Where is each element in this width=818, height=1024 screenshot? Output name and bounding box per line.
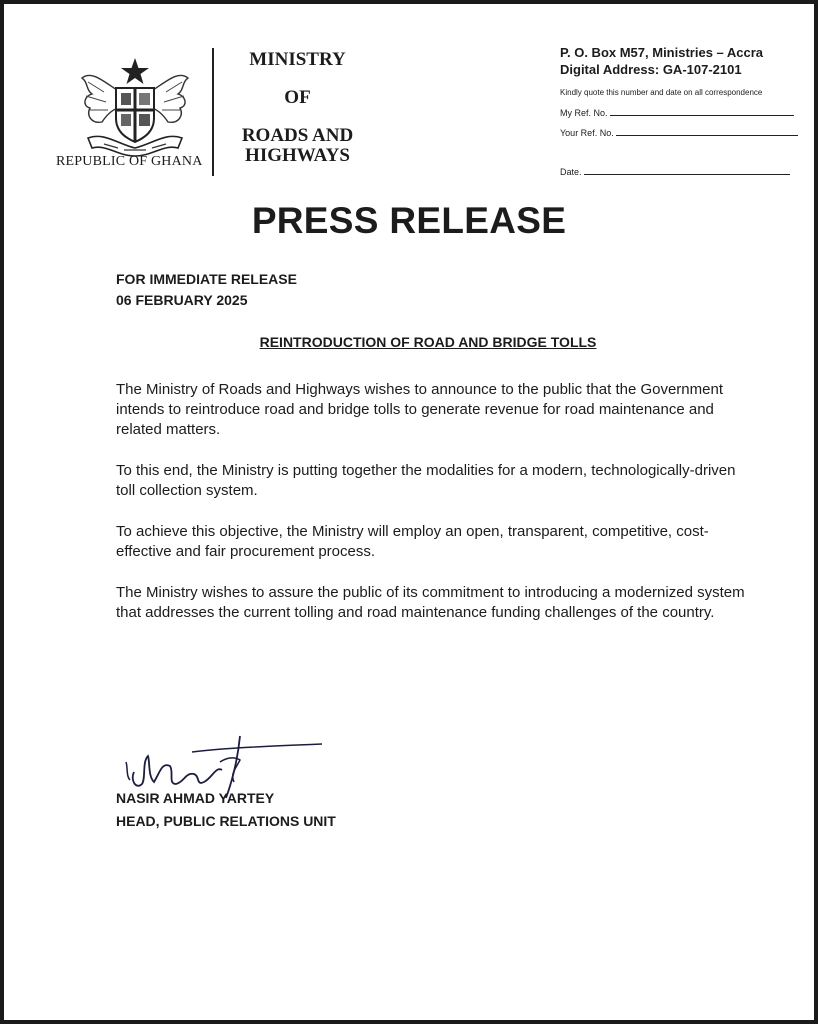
reference-note: Kindly quote this number and date on all correspondence xyxy=(560,88,763,97)
body-paragraph: To this end, the Ministry is putting together the modalities for a modern, technologically-driven toll collection system. xyxy=(116,462,736,499)
coat-of-arms-icon xyxy=(74,52,196,160)
your-ref-line xyxy=(616,134,798,136)
date-line xyxy=(584,173,790,175)
signatory-name: NASIR AHMAD YARTEY xyxy=(116,790,275,806)
body-paragraph: To achieve this objective, the Ministry will employ an open, transparent, competitive, cost-effective and fair procurement process. xyxy=(116,523,709,560)
release-info xyxy=(116,269,297,311)
postal-address xyxy=(560,44,763,78)
ministry-name-line: ROADS AND xyxy=(241,125,354,146)
body-paragraph: The Ministry of Roads and Highways wishes to announce to the public that the Government intends to reintroduce road and bridge tolls to generate revenue for road maintenance and related matters. xyxy=(116,381,723,438)
my-ref-line xyxy=(610,114,794,116)
letterhead-divider xyxy=(212,48,214,176)
signatory xyxy=(116,787,336,833)
ministry-name xyxy=(230,50,365,166)
document-title: PRESS RELEASE xyxy=(251,200,567,241)
date-field xyxy=(560,167,790,177)
my-ref-field xyxy=(560,108,794,118)
po-box: P. O. Box M57, Ministries – Accra xyxy=(560,45,764,60)
ministry-name-line: MINISTRY xyxy=(249,49,346,70)
country-name: REPUBLIC OF GHANA xyxy=(56,154,203,169)
your-ref-field xyxy=(560,128,798,138)
release-heading: REINTRODUCTION OF ROAD AND BRIDGE TOLLS xyxy=(259,334,597,350)
press-release-page xyxy=(4,4,814,1020)
digital-address: Digital Address: GA-107-2101 xyxy=(560,62,742,77)
body-paragraph: The Ministry wishes to assure the public of its commitment to introducing a modernized system that addresses the current tolling and road maintenance funding challenges of the country. xyxy=(116,584,745,621)
release-type: FOR IMMEDIATE RELEASE xyxy=(116,271,297,287)
my-ref-label: My Ref. No. xyxy=(560,108,608,118)
your-ref-label: Your Ref. No. xyxy=(560,128,614,138)
signatory-position: HEAD, PUBLIC RELATIONS UNIT xyxy=(116,813,336,829)
ministry-name-line: OF xyxy=(284,87,311,108)
release-date: 06 FEBRUARY 2025 xyxy=(116,292,248,308)
release-body xyxy=(116,380,756,644)
date-label: Date. xyxy=(560,167,582,177)
ministry-name-line: HIGHWAYS xyxy=(245,145,350,166)
